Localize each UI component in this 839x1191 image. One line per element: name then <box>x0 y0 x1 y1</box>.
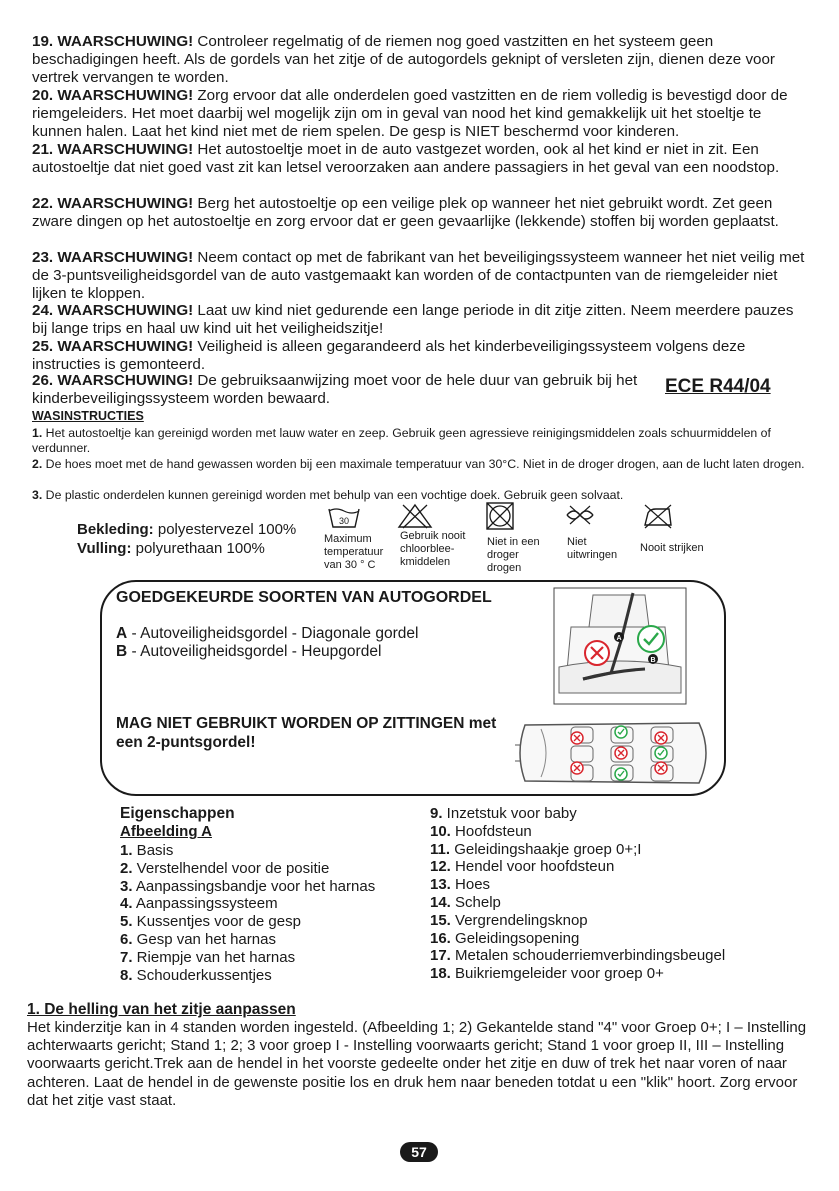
part-item: 15. Vergrendelingsknop <box>430 911 588 929</box>
warning-20: 20. WAARSCHUWING! Zorg ervoor dat alle onderdelen goed vastzitten en de riem volledig is bevestigd door de riemgeleiders. Het moet daarbij wel mogelijk zijn om in geval van nood het kind gemakkelijk uit het stoeltje te kunnen halen. Laat het kind niet met de riem spelen. De gesp is NIET beschermd voor kinderen. <box>32 87 788 141</box>
wash-30-icon <box>327 507 361 529</box>
part-item: 12. Hendel voor hoofdsteun <box>430 858 615 876</box>
part-item: 7. Riempje van het harnas <box>120 948 296 966</box>
no-wring-icon <box>564 504 596 526</box>
warning-21: 21. WAARSCHUWING! Het autostoeltje moet in de auto vastgezet worden, ook al het kind er niet in zit. Een autostoeltje dat niet goed vast zit kan letsel veroorzaken aan andere passagiers in het geval van een noodstop. <box>32 141 780 177</box>
seat-belt-illustration <box>553 587 687 705</box>
part-item: 16. Geleidingsopening <box>430 929 580 947</box>
two-point-belt-warning: MAG NIET GEBRUIKT WORDEN OP ZITTINGEN met een 2-puntsgordel! <box>116 715 497 751</box>
warning-25: 25. WAARSCHUWING! Veiligheid is alleen gegarandeerd als het kinderbeveiligingssysteem volgens deze instructies is gemonteerd. <box>32 338 746 374</box>
no-bleach-icon <box>397 503 433 529</box>
part-item: 6. Gesp van het harnas <box>120 930 276 948</box>
warning-26: 26. WAARSCHUWING! De gebruiksaanwijzing moet voor de hele duur van gebruik bij het kinderbeveiligingssysteem worden bewaard. <box>32 372 638 408</box>
marker-b: B <box>650 657 656 664</box>
care-label-wring: Niet uitwringen <box>567 536 618 561</box>
washing-item: 3. De plastic onderdelen kunnen gereinigd worden met behulp van een vochtige doek. Gebruik geen solvaat. <box>32 488 624 502</box>
part-item: 4. Aanpassingssysteem <box>120 895 278 913</box>
part-item: 1. Basis <box>120 842 174 859</box>
part-item: 3. Aanpassingsbandje voor het harnas <box>120 877 376 895</box>
belt-type-b: B - Autoveiligheidsgordel - Heupgordel <box>116 643 382 660</box>
warning-19: 19. WAARSCHUWING! Controleer regelmatig of de riemen nog goed vastzitten en het systeem geen beschadigingen heeft. Als de gordels van het zitje of de autogordels geknipt of versleten zijn, dienen deze voor vertrek vervangen te worden. <box>32 33 775 87</box>
no-iron-icon <box>642 503 674 529</box>
part-item: 14. Schelp <box>430 893 501 911</box>
parts-list-right <box>430 805 725 983</box>
warning-22: 22. WAARSCHUWING! Berg het autostoeltje op een veilige plek op wanneer het niet gebruikt wordt. Zet geen zware dingen op het autostoeltje en zorg ervoor dat er geen gevaarlijke (lekkende) stoffen bij worden geplaatst. <box>32 195 779 231</box>
belt-type-a: A - Autoveiligheidsgordel - Diagonale gordel <box>116 625 419 642</box>
part-item: 13. Hoes <box>430 876 491 894</box>
ece-standard: ECE R44/04 <box>665 376 771 397</box>
figure-title: Afbeelding A <box>120 823 212 840</box>
care-label-temperature: Maximum temperatuur van 30 ° C <box>324 533 384 571</box>
part-item: 17. Metalen schouderriemverbindingsbeugel <box>430 947 726 965</box>
part-item: 18. Buikriemgeleider voor groep 0+ <box>430 965 664 983</box>
washing-item: 1. Het autostoeltje kan gereinigd worden met lauw water en zeep. Gebruik geen agressieve reinigingsmiddelen zoals schuurmiddelen of verdunner. <box>32 426 771 455</box>
washing-item: 2. De hoes moet met de hand gewassen worden bij een maximale temperatuur van 30°C. Niet in de droger drogen, aan de lucht laten drogen. <box>32 457 805 471</box>
section-body: Het kinderzitje kan in 4 standen worden ingesteld. (Afbeelding 1; 2) Gekantelde stand "4" voor Groep 0+; I – Instelling achterwaarts gericht; Stand 1; 2; 3 voor groep I - Instelling voorwaarts gericht; Stand 1 voor groep II, III – Instelling voorwaarts gericht.Trek aan de hendel in het voorste gedeelte onder het zitje en duw of trek het naar voren of naar achteren. Laat de hendel in de gewenste positie los en druk hem naar beneden totdat u een "klik" hoort. Zorg ervoor dat het zitje vast staat. <box>27 1019 807 1109</box>
no-tumble-dry-icon <box>486 502 514 530</box>
marker-a: A <box>616 635 622 642</box>
part-item: 10. Hoofdsteun <box>430 822 532 840</box>
warning-23: 23. WAARSCHUWING! Neem contact op met de fabrikant van het beveiligingssysteem wanneer het niet veilig met de 3-puntsveiligheidsgordel van de auto vastgemaakt kan worden of de contactpunten van de riemgeleider niet lijken te kloppen. <box>32 249 805 303</box>
properties-title: Eigenschappen <box>120 805 235 822</box>
part-item: 8. Schouderkussentjes <box>120 966 272 984</box>
washing-title: WASINSTRUCTIES <box>32 409 144 423</box>
part-item: 11. Geleidingshaakje groep 0+;I <box>430 840 642 858</box>
car-seats-diagram <box>511 715 716 791</box>
page-number: 57 <box>400 1142 438 1162</box>
belt-types-title: GOEDGEKEURDE SOORTEN VAN AUTOGORDEL <box>116 589 492 606</box>
part-item: 2. Verstelhendel voor de positie <box>120 859 330 877</box>
care-label-iron: Nooit strijken <box>640 542 704 554</box>
part-item: 5. Kussentjes voor de gesp <box>120 913 301 931</box>
care-label-bleach: Gebruik nooit chloorblee-kmiddelen <box>400 530 466 568</box>
section-title: 1. De helling van het zitje aanpassen <box>27 1001 296 1018</box>
care-label-dryer: Niet in een droger drogen <box>487 536 540 574</box>
part-item: 9. Inzetstuk voor baby <box>430 805 577 822</box>
fabric-filling: Vulling: polyurethaan 100% <box>77 540 265 557</box>
warning-24: 24. WAARSCHUWING! Laat uw kind niet gedurende een lange periode in dit zitje zitten. Neem meerdere pauzes bij lange trips en haal uw kind uit het veiligheidszitje! <box>32 302 794 338</box>
fabric-cover: Bekleding: polyestervezel 100% <box>77 521 297 538</box>
approved-icon <box>638 626 664 652</box>
wash-temp-text: 30 <box>338 516 350 526</box>
parts-list-left <box>120 842 375 984</box>
